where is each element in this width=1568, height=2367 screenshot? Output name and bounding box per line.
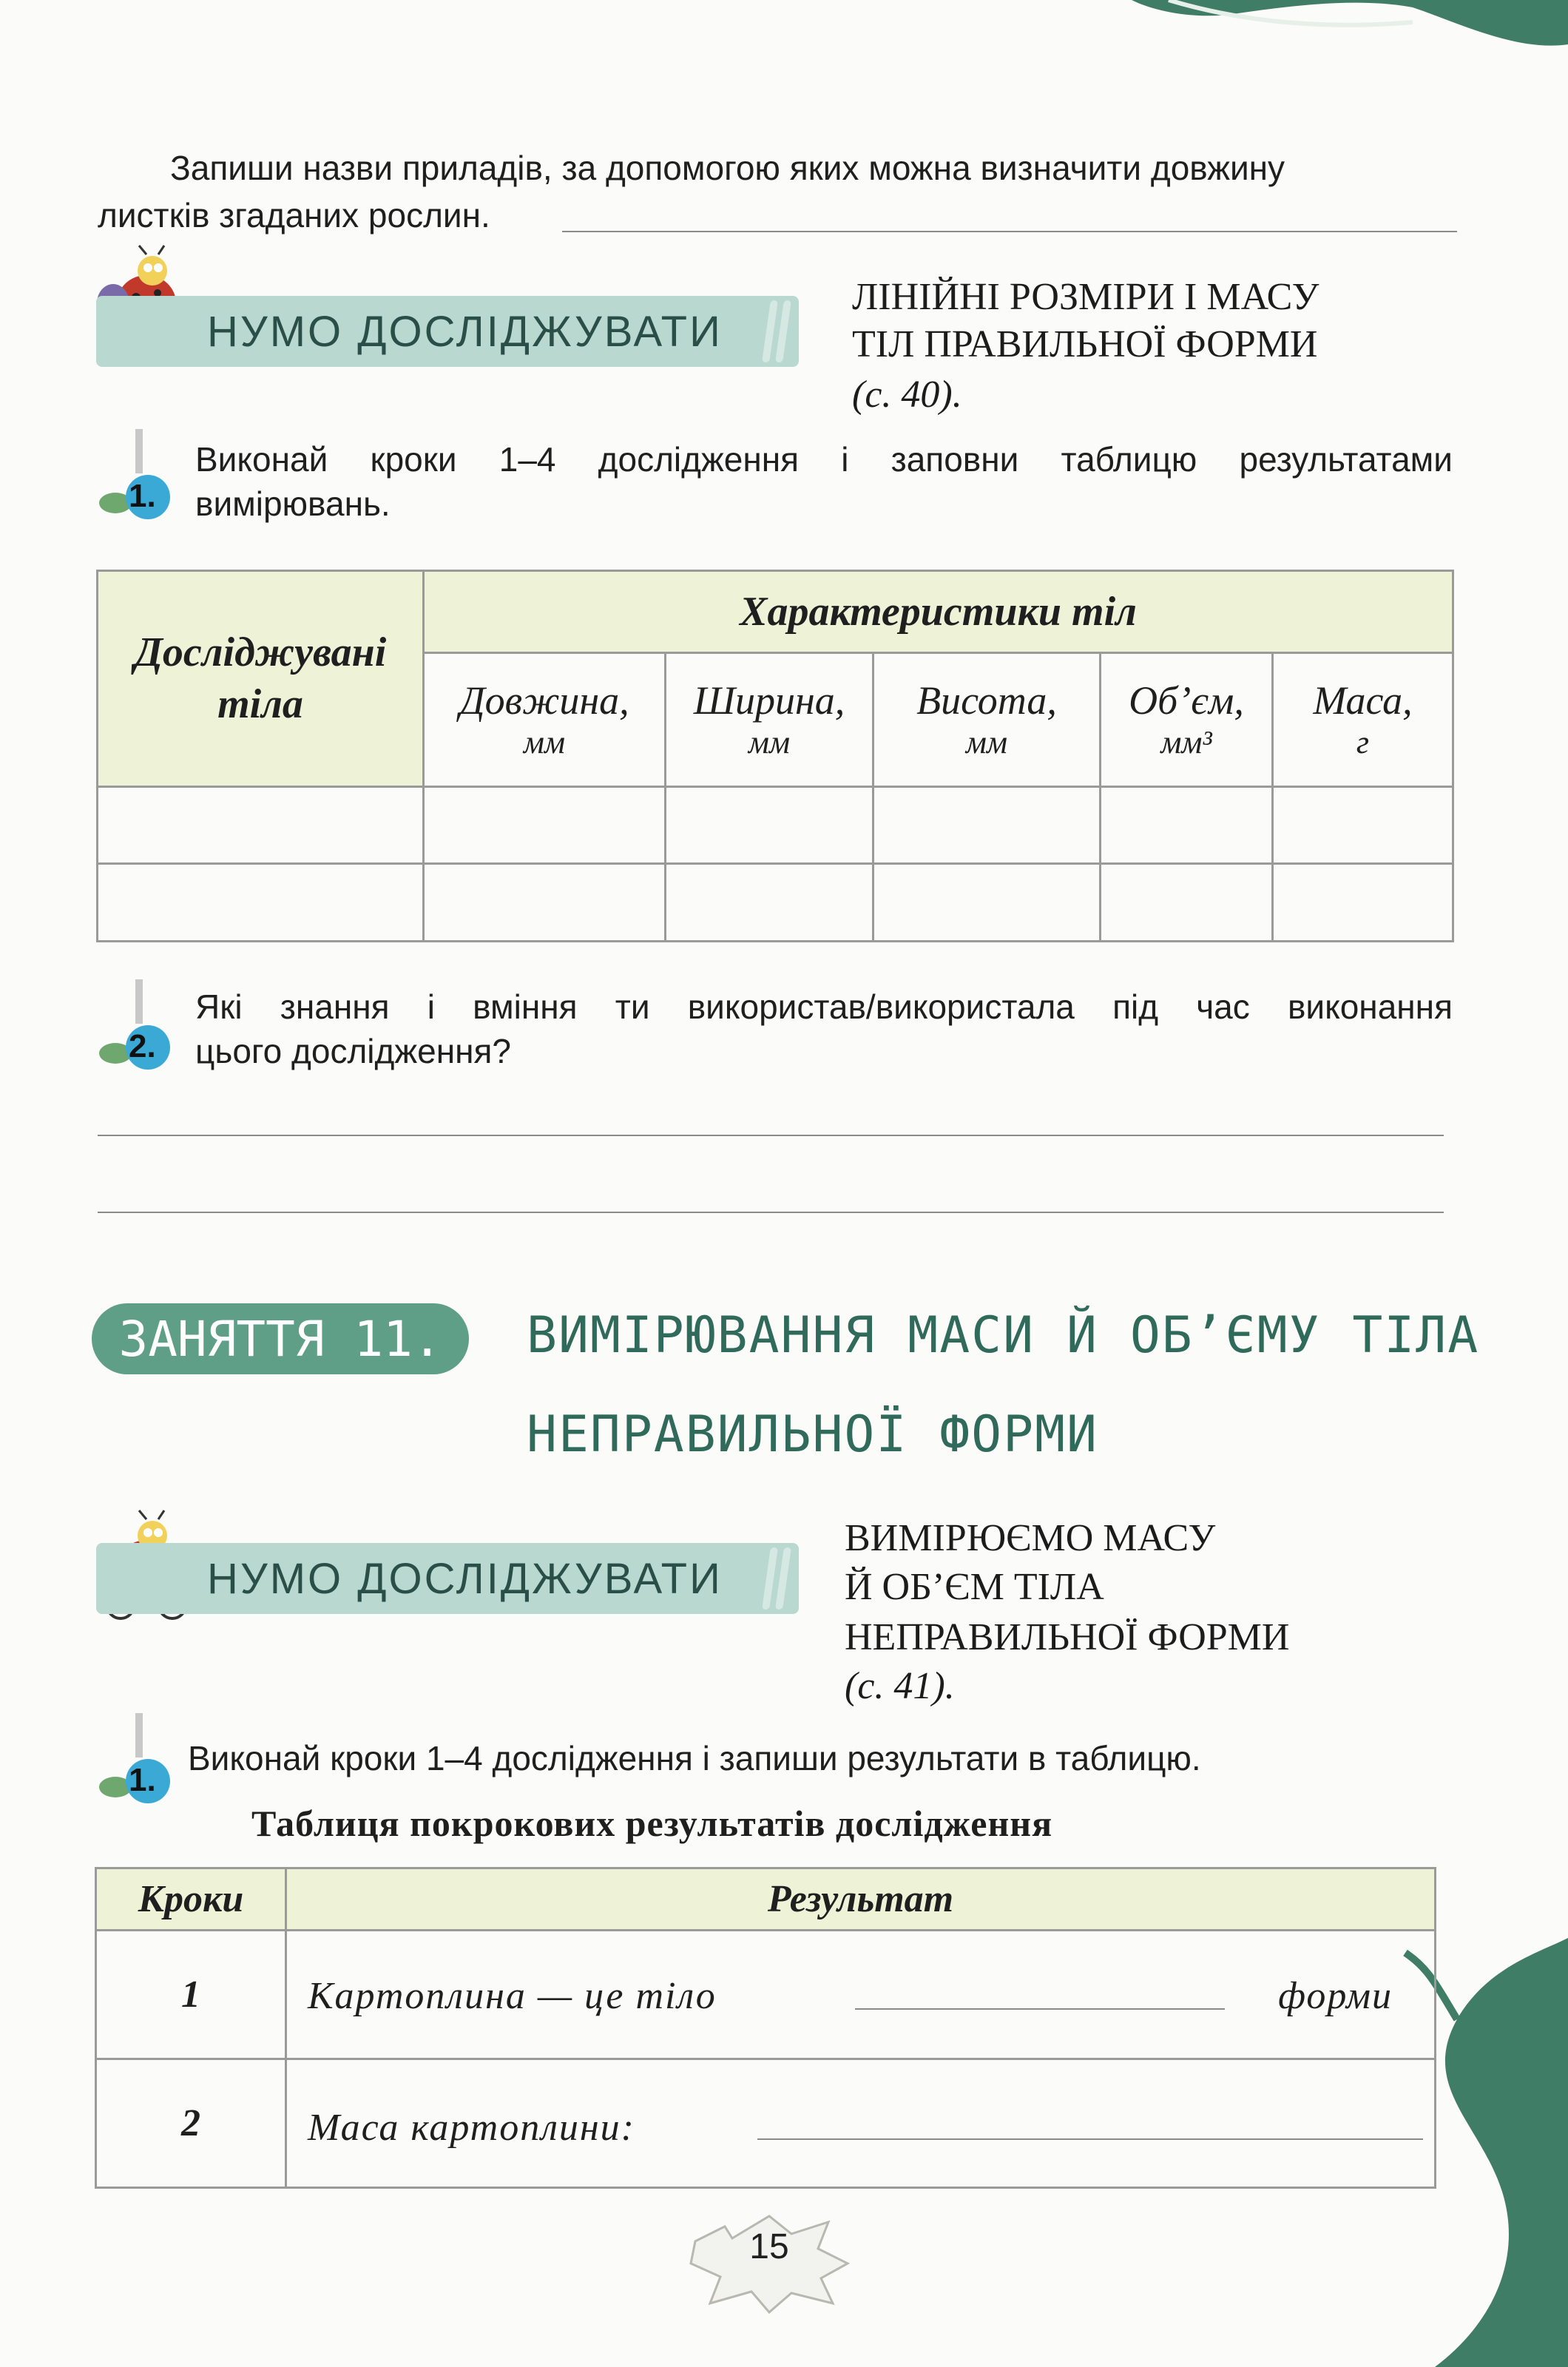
explore-banner-2 [96,1543,799,1614]
lesson-title-line2: НЕПРАВИЛЬНОЇ ФОРМИ [527,1405,1098,1464]
section1-title-line1: ЛІНІЙНІ РОЗМІРИ І МАСУ [852,276,1319,318]
column-volume-unit: мм³ [1160,724,1212,761]
task1-line1: Виконай кроки 1–4 дослідження і заповни таблицю результатами [195,440,1453,479]
table-cell[interactable] [873,786,1101,864]
task2-number: 2. [129,1028,156,1064]
column-header-volume [1101,652,1273,786]
column-header-result: Результат [286,1868,1436,1931]
result-text-before: Маса картоплини: [308,2107,635,2149]
task2-line2: цього дослідження? [195,1032,512,1070]
intro-line-2: листків згаданих рослин. [98,196,490,234]
table-cell[interactable] [98,786,424,864]
column-height-unit: мм [965,724,1008,761]
result-text-after: форми [1278,1975,1393,2017]
column-header-height [873,652,1101,786]
section2-task1-text: Виконай кроки 1–4 дослідження і запиши результати в таблицю. [188,1739,1201,1777]
table-header-characteristics: Характеристики тіл [424,571,1453,653]
table-header-bodies [98,571,424,787]
column-header-width [666,652,873,786]
column-mass-name: Маса, [1313,678,1413,723]
section2-title-line3: НЕПРАВИЛЬНОЇ ФОРМИ [845,1616,1290,1658]
column-header-mass [1273,652,1453,786]
section2-task1-number: 1. [129,1762,156,1798]
table-cell[interactable] [1101,864,1273,942]
table-row [98,786,1453,864]
column-width-name: Ширина, [693,678,845,723]
table-cell[interactable] [666,864,873,942]
table-cell[interactable] [424,786,666,864]
table-cell[interactable] [666,786,873,864]
section1-title-ref: (с. 40). [852,374,962,416]
column-volume-name: Об’єм, [1129,678,1244,723]
table-cell[interactable] [98,864,424,942]
lesson-title-line1: ВИМІРЮВАННЯ МАСИ Й ОБ’ЄМУ ТІЛА [527,1306,1480,1365]
answer-line[interactable] [98,1135,1444,1136]
table-row [98,864,1453,942]
table-cell[interactable] [1101,786,1273,864]
explore-banner-1-label: НУМО ДОСЛІДЖУВАТИ [207,307,723,356]
table-cell[interactable] [1273,864,1453,942]
column-width-unit: мм [748,724,791,761]
measurements-table [96,570,1454,942]
answer-line[interactable] [98,1212,1444,1213]
step-number: 2 [96,2059,286,2188]
column-mass-unit: г [1356,724,1370,761]
explore-banner-2-label: НУМО ДОСЛІДЖУВАТИ [207,1554,723,1603]
table-cell[interactable] [424,864,666,942]
answer-line-instruments[interactable] [562,231,1457,232]
result-text-before: Картоплина — це тіло [308,1975,717,2017]
table-header-bodies-line2: тіла [217,681,303,728]
task1-number: 1. [129,478,156,514]
table-header-bodies-line1: Досліджувані [134,629,387,676]
answer-line-shape[interactable] [855,2008,1225,2010]
table-caption: Таблиця покрокових результатів дослідження [251,1803,1053,1844]
column-length-name: Довжина, [459,678,629,723]
step-number: 1 [96,1931,286,2059]
explore-banner-1 [96,296,799,367]
step-results-table [95,1867,1436,2189]
section2-title-line2: Й ОБ’ЄМ ТІЛА [845,1566,1104,1608]
result-cell [286,1931,1436,2059]
corner-decoration-top [1132,0,1568,59]
column-header-steps: Кроки [96,1868,286,1931]
answer-line-mass[interactable] [757,2138,1423,2140]
column-length-unit: мм [523,724,566,761]
task2-line1: Які знання і вміння ти використав/використала під час виконання [195,987,1453,1026]
table-cell[interactable] [1273,786,1453,864]
task1-line2: вимірювань. [195,484,391,523]
intro-line-1: Запиши назви приладів, за допомогою яких можна визначити довжину [170,149,1285,187]
table-row [96,2059,1436,2188]
table-cell[interactable] [873,864,1101,942]
section2-title-line1: ВИМІРЮЄМО МАСУ [845,1517,1216,1559]
result-cell [286,2059,1436,2188]
column-height-name: Висота, [916,678,1057,723]
lesson-tag: ЗАНЯТТЯ 11. [92,1303,469,1374]
section1-title-line2: ТІЛ ПРАВИЛЬНОЇ ФОРМИ [852,323,1318,365]
section2-title-ref: (с. 41). [845,1665,955,1707]
page-number: 15 [749,2227,789,2266]
table-row [96,1931,1436,2059]
column-header-length [424,652,666,786]
